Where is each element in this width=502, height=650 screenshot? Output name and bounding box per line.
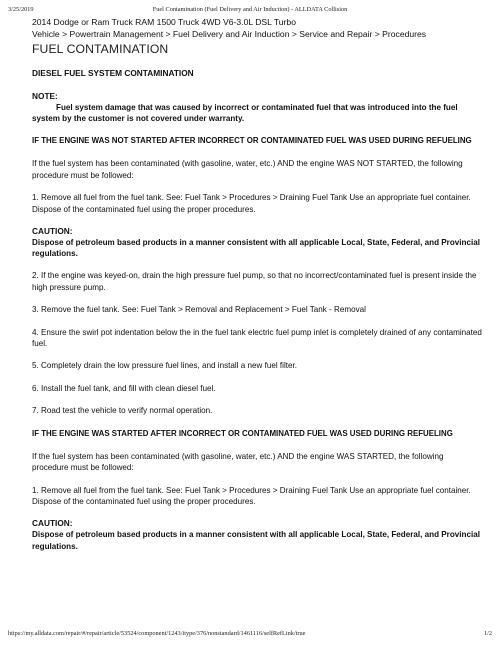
- breadcrumb[interactable]: Vehicle > Powertrain Management > Fuel Delivery and Air Induction > Service and Repair > Procedures: [32, 28, 427, 39]
- section-title: DIESEL FUEL SYSTEM CONTAMINATION: [32, 68, 194, 78]
- caution-label: CAUTION:: [32, 518, 73, 529]
- caution-text: Dispose of petroleum based products in a manner consistent with all applicable Local, State, Federal, and Provincial regulations.: [32, 530, 480, 551]
- heading-not-started: IF THE ENGINE WAS NOT STARTED AFTER INCORRECT OR CONTAMINATED FUEL WAS USED DURING REFUELING: [32, 136, 472, 146]
- step-1-not-started[interactable]: 1. Remove all fuel from the fuel tank. See: Fuel Tank > Procedures > Draining Fuel Tank Use an appropriate fuel container. Dispose of the contaminated fuel using the proper procedures.: [32, 193, 471, 214]
- print-url: https://my.alldata.com/repair/#/repair/article/53524/component/1243/itype/376/nonstandard/1461116/selfRefLink/true: [8, 630, 306, 637]
- page-number: 1/2: [483, 630, 492, 637]
- note-text: Fuel system damage that was caused by incorrect or contaminated fuel that was introduced into the fuel system by the customer is not covered under warranty.: [32, 103, 458, 124]
- intro-started: If the fuel system has been contaminated (with gasoline, water, etc.) AND the engine WAS STARTED, the following procedure must be followed:: [32, 451, 444, 473]
- caution-block: [32, 226, 482, 259]
- note-label: NOTE:: [32, 91, 58, 101]
- step-4-not-started: 4. Ensure the swirl pot indentation below the in the fuel tank electric fuel pump inlet is completely drained of any contaminated fuel.: [32, 327, 482, 349]
- print-title: Fuel Contamination (Fuel Delivery and Air Induction) - ALLDATA Collision: [152, 6, 348, 13]
- note-block: [32, 91, 482, 124]
- step-2-not-started: 2. If the engine was keyed-on, drain the high pressure fuel pump, so that no incorrect/contaminated fuel is present inside the high pressure pump.: [32, 271, 477, 292]
- caution-label: CAUTION:: [32, 226, 73, 237]
- intro-not-started: If the fuel system has been contaminated (with gasoline, water, etc.) AND the engine WAS NOT STARTED, the following procedure must be followed:: [32, 159, 463, 180]
- print-footer: [8, 630, 492, 640]
- step-5-not-started: 5. Completely drain the low pressure fuel lines, and install a new fuel filter.: [32, 361, 297, 371]
- step-6-not-started: 6. Install the fuel tank, and fill with clean diesel fuel.: [32, 383, 216, 393]
- step-1-started[interactable]: 1. Remove all fuel from the fuel tank. See: Fuel Tank > Procedures > Draining Fuel Tank Use an appropriate fuel container. Dispose of the contaminated fuel using the proper procedures.: [32, 485, 471, 506]
- heading-started: IF THE ENGINE WAS STARTED AFTER INCORRECT OR CONTAMINATED FUEL WAS USED DURING REFUELING: [32, 428, 453, 438]
- step-3-not-started[interactable]: 3. Remove the fuel tank. See: Fuel Tank > Removal and Replacement > Fuel Tank - Removal: [32, 305, 366, 315]
- caution-text: Dispose of petroleum based products in a manner consistent with all applicable Local, State, Federal, and Provincial regulations.: [32, 238, 480, 259]
- print-header: [8, 6, 492, 16]
- vehicle-title: 2014 Dodge or Ram Truck RAM 1500 Truck 4WD V6-3.0L DSL Turbo: [32, 17, 296, 27]
- page-title: FUEL CONTAMINATION: [32, 42, 169, 56]
- print-date: 3/25/2019: [8, 6, 34, 13]
- caution-block-started: [32, 518, 482, 551]
- document-body: [32, 17, 482, 552]
- step-7-not-started: 7. Road test the vehicle to verify normal operation.: [32, 406, 213, 416]
